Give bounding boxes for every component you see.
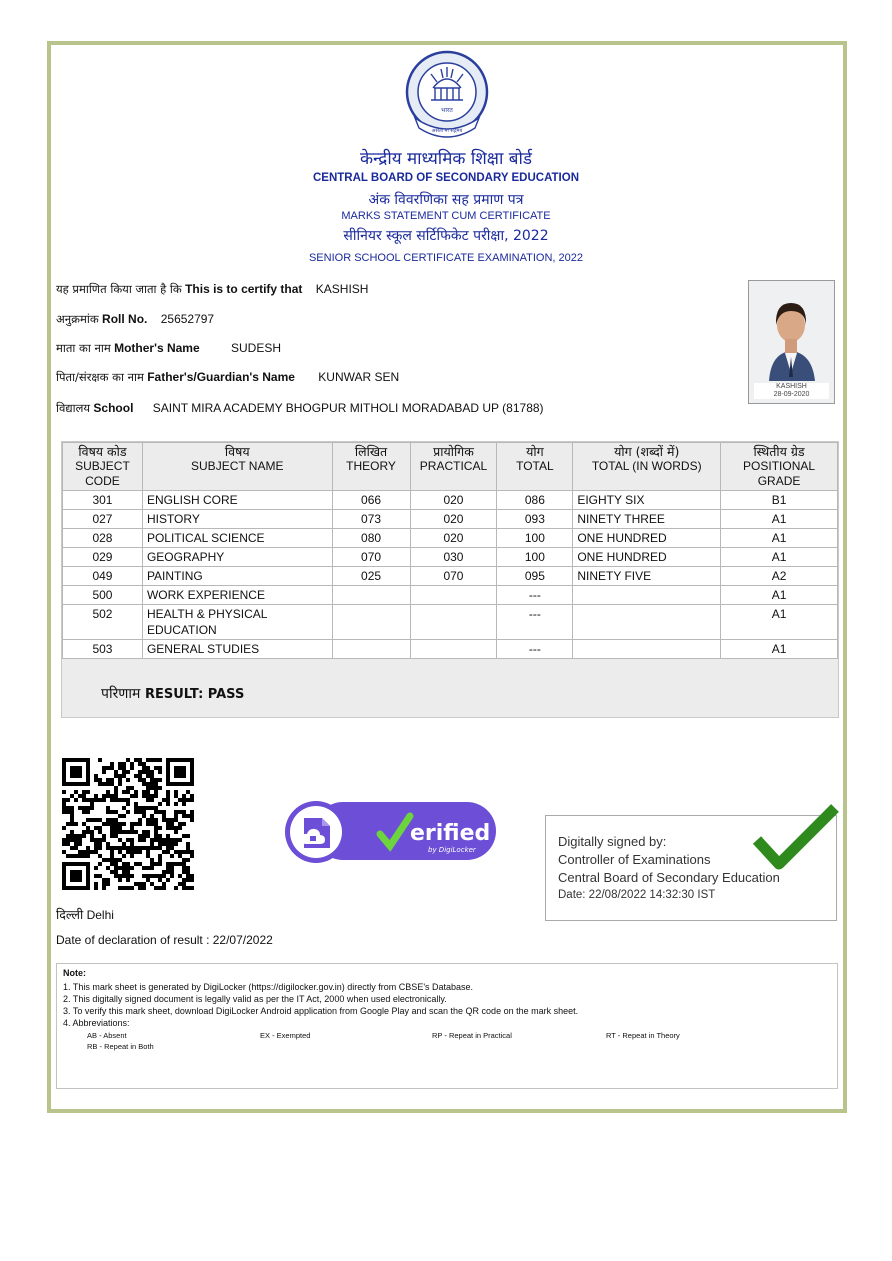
logo-ribbon-text: असतो मा सद्गमय: [431, 128, 463, 134]
signer-organization: Central Board of Secondary Education: [558, 870, 780, 885]
table-row: [63, 510, 838, 529]
roll-number: 25652797: [160, 312, 215, 326]
column-header: [573, 443, 721, 491]
roll-label-hindi: अनुक्रमांक: [56, 312, 99, 326]
candidate-name: KASHISH: [315, 282, 369, 296]
note-line-4: 4. Abbreviations:: [63, 1018, 130, 1028]
table-row: [63, 548, 838, 567]
cell-practical: 020: [410, 529, 497, 548]
signed-by-label: Digitally signed by:: [558, 834, 667, 849]
photo-caption-name: KASHISH: [776, 383, 807, 390]
father-label-hindi: पिता/संरक्षक का नाम: [56, 370, 144, 384]
cell-subject: HEALTH & PHYSICAL EDUCATION: [142, 605, 332, 640]
cell-code: 028: [63, 529, 143, 548]
cell-subject: ENGLISH CORE: [142, 491, 332, 510]
cell-subject: GENERAL STUDIES: [142, 640, 332, 659]
certify-line: [56, 282, 368, 297]
column-header: [63, 443, 143, 491]
cell-words: ONE HUNDRED: [573, 548, 721, 567]
exam-title: SENIOR SCHOOL CERTIFICATE EXAMINATION, 2022: [308, 252, 584, 264]
cell-practical: [410, 640, 497, 659]
table-row: [63, 586, 838, 605]
digital-signature-box: [545, 815, 837, 921]
cell-theory: 070: [332, 548, 410, 567]
green-checkmark-icon: [751, 804, 841, 874]
abbr-repeat-practical: RP - Repeat in Practical: [432, 1031, 512, 1040]
student-photo: [748, 280, 835, 404]
digilocker-verified-badge-icon: [284, 800, 498, 864]
table-body: [63, 491, 838, 659]
qr-code-icon: [62, 758, 194, 890]
cell-practical: 030: [410, 548, 497, 567]
father-name: KUNWAR SEN: [318, 370, 400, 384]
cell-code: 502: [63, 605, 143, 640]
place-english: Delhi: [86, 908, 114, 922]
cell-total: 093: [497, 510, 573, 529]
column-header-hindi: योग (शब्दों में): [614, 444, 680, 459]
cell-code: 027: [63, 510, 143, 529]
column-header-english: TOTAL (IN WORDS): [591, 459, 702, 473]
cell-words: [573, 605, 721, 640]
note-title: Note:: [63, 968, 86, 978]
cell-total: ---: [497, 586, 573, 605]
cell-code: 500: [63, 586, 143, 605]
cell-subject: PAINTING: [142, 567, 332, 586]
document-title: MARKS STATEMENT CUM CERTIFICATE: [341, 210, 551, 222]
signature-date: Date: 22/08/2022 14:32:30 IST: [558, 889, 716, 901]
cell-practical: 020: [410, 510, 497, 529]
cell-grade: A1: [721, 640, 838, 659]
place-hindi: दिल्ली: [56, 907, 84, 922]
table-header-row: [63, 443, 838, 491]
logo-bottom-text: भारत: [441, 107, 453, 114]
cell-total: ---: [497, 605, 573, 640]
result-label-hindi: परिणाम: [101, 686, 141, 702]
photo-caption-date: 28-09-2020: [773, 391, 810, 398]
cell-words: NINETY FIVE: [573, 567, 721, 586]
column-header: [497, 443, 573, 491]
table-row: [63, 567, 838, 586]
cell-words: ONE HUNDRED: [573, 529, 721, 548]
cell-words: [573, 586, 721, 605]
column-header-hindi: प्रायोगिक: [433, 444, 474, 459]
cell-theory: [332, 640, 410, 659]
school-line: [56, 401, 544, 416]
cell-theory: 080: [332, 529, 410, 548]
certify-label: This is to certify that: [185, 282, 303, 296]
abbr-repeat-both: RB - Repeat in Both: [87, 1042, 154, 1051]
cell-total: ---: [497, 640, 573, 659]
cell-grade: A1: [721, 510, 838, 529]
column-header-hindi: स्थितीय ग्रेड: [753, 444, 805, 459]
cell-theory: [332, 586, 410, 605]
note-line-2: 2. This digitally signed document is legally valid as per the IT Act, 2000 when used electronically.: [63, 994, 447, 1004]
column-header-english: POSITIONAL GRADE: [743, 459, 816, 488]
cell-total: 100: [497, 548, 573, 567]
result: [101, 684, 244, 703]
column-header-english: SUBJECT CODE: [75, 459, 130, 488]
column-header: [721, 443, 838, 491]
marks-table: [62, 442, 838, 659]
column-header-english: PRACTICAL: [419, 459, 488, 473]
cell-total: 086: [497, 491, 573, 510]
cell-words: [573, 640, 721, 659]
badge-text: erified: [410, 821, 491, 846]
board-title-hindi: केन्द्रीय माध्यमिक शिक्षा बोर्ड: [359, 149, 533, 169]
column-header-english: TOTAL: [516, 459, 554, 473]
cell-code: 029: [63, 548, 143, 567]
column-header-hindi: विषय कोड: [78, 444, 127, 459]
column-header-hindi: लिखित: [354, 444, 388, 459]
cell-words: NINETY THREE: [573, 510, 721, 529]
board-title: CENTRAL BOARD OF SECONDARY EDUCATION: [313, 172, 579, 184]
mother-label: Mother's Name: [114, 341, 200, 355]
badge-subtext: by DigiLocker: [428, 846, 476, 854]
abbr-absent: AB - Absent: [87, 1031, 127, 1040]
note-line-1: 1. This mark sheet is generated by DigiLocker (https://digilocker.gov.in) directly from CBSE's Database.: [63, 982, 474, 992]
cell-theory: 066: [332, 491, 410, 510]
declaration-date: Date of declaration of result : 22/07/2022: [56, 933, 273, 947]
cbse-emblem-icon: [401, 48, 493, 140]
cell-total: 100: [497, 529, 573, 548]
cell-grade: A1: [721, 586, 838, 605]
table-row: [63, 640, 838, 659]
cell-grade: A2: [721, 567, 838, 586]
abbr-exempted: EX - Exempted: [260, 1031, 311, 1040]
cell-grade: A1: [721, 605, 838, 640]
cell-grade: A1: [721, 529, 838, 548]
mother-label-hindi: माता का नाम: [56, 341, 111, 355]
roll-line: [56, 312, 214, 327]
cell-total: 095: [497, 567, 573, 586]
school-name: SAINT MIRA ACADEMY BHOGPUR MITHOLI MORADABAD UP (81788): [152, 401, 544, 415]
cell-practical: [410, 586, 497, 605]
cell-code: 301: [63, 491, 143, 510]
column-header: [332, 443, 410, 491]
cell-subject: WORK EXPERIENCE: [142, 586, 332, 605]
school-label: School: [93, 401, 134, 415]
column-header-english: SUBJECT NAME: [191, 459, 284, 473]
result-text: RESULT: PASS: [144, 687, 245, 702]
place: [56, 906, 114, 923]
table-row: [63, 605, 838, 640]
cell-subject: HISTORY: [142, 510, 332, 529]
cell-code: 503: [63, 640, 143, 659]
cell-theory: [332, 605, 410, 640]
note-line-3: 3. To verify this mark sheet, download DigiLocker Android application from Google Play and scan the QR code on the mark sheet.: [63, 1006, 579, 1016]
father-line: [56, 370, 399, 385]
cell-practical: 070: [410, 567, 497, 586]
cell-code: 049: [63, 567, 143, 586]
table-row: [63, 491, 838, 510]
table-row: [63, 529, 838, 548]
column-header: [142, 443, 332, 491]
notes-box: [56, 963, 838, 1089]
cell-grade: B1: [721, 491, 838, 510]
cell-words: EIGHTY SIX: [573, 491, 721, 510]
father-label: Father's/Guardian's Name: [147, 370, 295, 384]
cell-practical: [410, 605, 497, 640]
column-header: [410, 443, 497, 491]
document-title-hindi: अंक विवरणिका सह प्रमाण पत्र: [368, 192, 524, 208]
abbr-repeat-theory: RT - Repeat in Theory: [606, 1031, 680, 1040]
marks-table-panel: [61, 441, 839, 718]
cell-theory: 073: [332, 510, 410, 529]
mother-name: SUDESH: [230, 341, 281, 355]
roll-label: Roll No.: [102, 312, 148, 326]
column-header-hindi: योग: [526, 444, 544, 459]
mother-line: [56, 341, 281, 356]
school-label-hindi: विद्यालय: [56, 401, 91, 415]
cell-practical: 020: [410, 491, 497, 510]
column-header-english: THEORY: [346, 459, 396, 473]
certify-label-hindi: यह प्रमाणित किया जाता है कि: [56, 282, 182, 296]
cell-theory: 025: [332, 567, 410, 586]
column-header-hindi: विषय: [224, 444, 250, 459]
signer-title: Controller of Examinations: [558, 852, 711, 867]
cell-grade: A1: [721, 548, 838, 567]
cell-subject: POLITICAL SCIENCE: [142, 529, 332, 548]
exam-title-hindi: सीनियर स्कूल सर्टिफिकेट परीक्षा, 2022: [343, 228, 549, 244]
cell-subject: GEOGRAPHY: [142, 548, 332, 567]
